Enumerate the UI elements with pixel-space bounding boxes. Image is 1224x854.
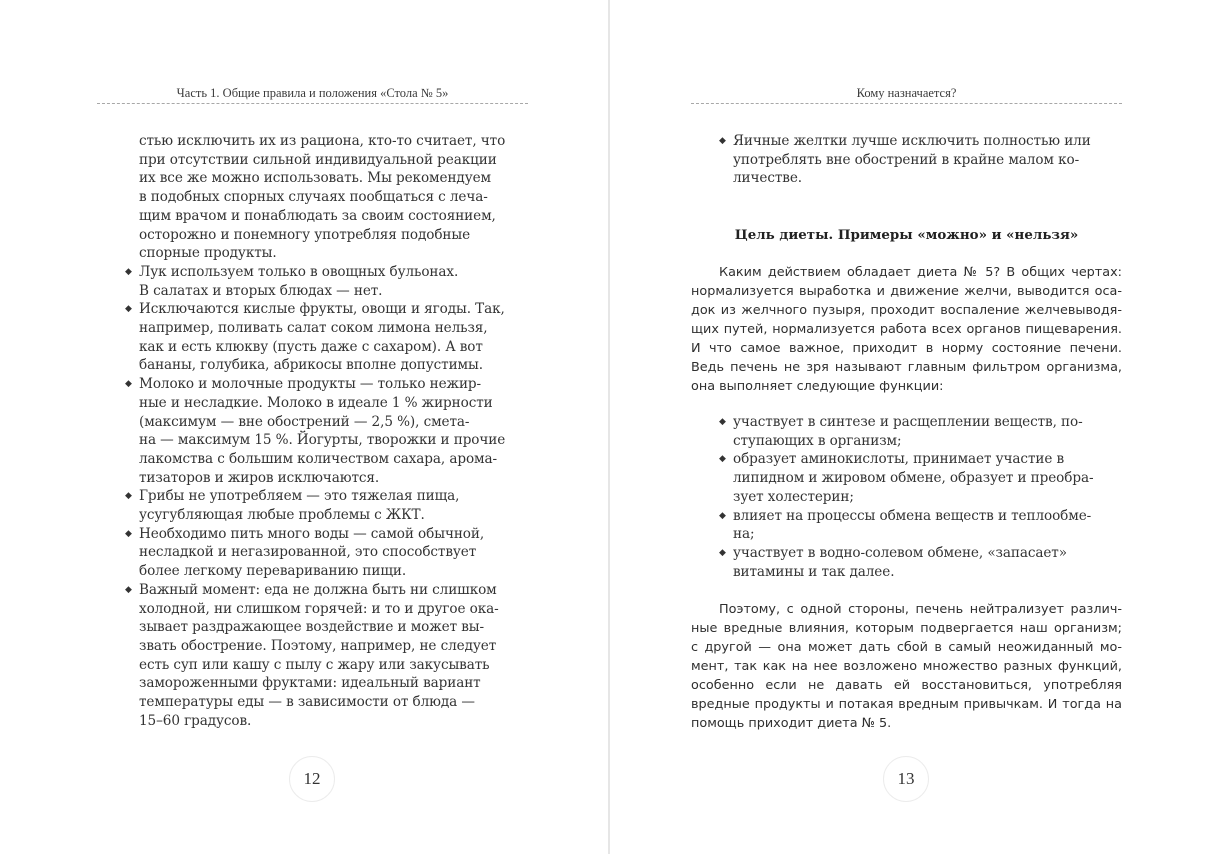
text-line: при отсутствии сильной индивидуальной реакции — [139, 151, 497, 168]
running-head-left: Часть 1. Общие правила и положения «Стола № 5» — [176, 86, 449, 100]
running-head-right: Кому назначается? — [856, 86, 957, 100]
text-line: ступающих в организм; — [733, 432, 902, 449]
diamond-bullet-icon: ◆ — [719, 547, 726, 558]
text-line: влияет на процессы обмена веществ и теплообме- — [733, 507, 1092, 524]
diamond-bullet-icon: ◆ — [719, 454, 726, 465]
diamond-bullet-icon: ◆ — [125, 528, 132, 539]
text-line: она выполняет следующие функции: — [691, 379, 944, 394]
text-line: док из желчного пузыря, проходит воспаление желчевыводя- — [691, 303, 1122, 318]
diamond-bullet-icon: ◆ — [719, 136, 726, 146]
text-line: Важный момент: еда не должна быть ни слишком — [139, 581, 497, 598]
text-line: ные вредные влияния, которым подвергается наш организм; — [691, 621, 1122, 636]
text-line: щим врачом и понаблюдать за своим состоянием, — [139, 207, 496, 224]
list-item — [719, 450, 1125, 506]
text-line: помощь приходит диета № 5. — [691, 716, 892, 731]
text-line: на; — [733, 526, 755, 543]
page-number-left: 12 — [289, 756, 335, 802]
text-line: особенно если не давать ей восстановиться, употребляя — [691, 678, 1122, 693]
text-line: с другой — она может дать сбой в самый неожиданный мо- — [691, 640, 1122, 655]
text-line: есть суп или кашу с пылу с жару или закусывать — [139, 656, 490, 673]
text-line: употреблять вне обострений в крайне малом ко- — [733, 151, 1080, 168]
text-line: мент, так как на нее возложено множество разных функций, — [691, 659, 1122, 674]
diamond-bullet-icon: ◆ — [125, 491, 132, 502]
diamond-bullet-icon: ◆ — [125, 304, 132, 315]
text-line: Лук используем только в овощных бульонах. — [139, 263, 459, 280]
text-line: зывает раздражающее воздействие и может вы- — [139, 619, 485, 636]
text-line: бананы, голубика, абрикосы вполне допустимы. — [139, 357, 483, 374]
text-line: участвует в синтезе и расщеплении веществ, по- — [733, 414, 1083, 430]
text-line: витамины и так далее. — [733, 563, 895, 580]
text-line: В салатах и вторых блюдах — нет. — [139, 282, 383, 299]
top-bullet-block — [719, 132, 1125, 188]
text-line: как и есть клюкву (пусть даже с сахаром). А вот — [139, 338, 483, 355]
text-line: их все же можно использовать. Мы рекомендуем — [139, 170, 492, 187]
text-line: (максимум — вне обострений — 2,5 %), смета- — [139, 413, 470, 430]
text-line: личестве. — [733, 170, 802, 187]
text-line: звать обострение. Поэтому, например, не следует — [139, 637, 497, 654]
text-line: ные и несладкие. Молоко в идеале 1 % жирности — [139, 394, 493, 411]
text-line: Необходимо пить много воды — самой обычной, — [139, 525, 485, 542]
text-line: холодной, ни слишком горячей: и то и другое ока- — [139, 600, 499, 617]
text-line: Ведь печень не зря называют главным фильтром организма, — [691, 360, 1122, 375]
text-line: усугубляющая любые проблемы с ЖКТ. — [139, 507, 425, 524]
diamond-bullet-icon: ◆ — [125, 379, 132, 390]
text-line: спорные продукты. — [139, 245, 277, 262]
diamond-bullet-icon: ◆ — [125, 584, 132, 595]
diamond-bullet-icon: ◆ — [125, 266, 132, 277]
list-item — [719, 544, 1125, 581]
section-heading: Цель диеты. Примеры «можно» и «нельзя» — [734, 227, 1079, 243]
text-line: более легкому перевариванию пищи. — [139, 563, 407, 580]
text-line: осторожно и понемногу употребляя подобные — [139, 226, 471, 243]
text-line: например, поливать салат соком лимона нельзя, — [139, 320, 488, 337]
text-line: замороженными фруктами: идеальный вариант — [139, 675, 481, 692]
diamond-bullet-icon: ◆ — [719, 510, 726, 521]
text-line: вредные продукты и потакая вредным привычкам. И тогда на — [691, 697, 1122, 712]
list-item — [719, 507, 1125, 544]
text-line: лакомства с большим количеством сахара, арома- — [139, 450, 498, 467]
text-line: Поэтому, с одной стороны, печень нейтрализует различ- — [719, 602, 1122, 617]
text-line: на — максимум 15 %. Йогурты, творожки и прочие — [139, 432, 506, 449]
page-number-right: 13 — [883, 756, 929, 802]
text-line: Яичные желтки лучше исключить полностью или — [733, 133, 1091, 149]
text-line: 15–60 градусов. — [139, 712, 252, 729]
text-line: И что самое важное, приходит в норму состояние печени. — [691, 341, 1122, 356]
text-line: участвует в водно-солевом обмене, «запасает» — [733, 544, 1067, 561]
paragraph-1 — [691, 263, 1122, 396]
text-line: щих путей, нормализуется работа всех органов пищеварения. — [691, 322, 1122, 337]
paragraph-2 — [691, 600, 1122, 733]
text-line: Грибы не употребляем — это тяжелая пища, — [139, 488, 460, 505]
text-line: стью исключить их из рациона, кто-то считает, что — [139, 133, 506, 149]
text-line: тизаторов и жиров исключаются. — [139, 469, 380, 486]
text-line: несладкой и негазированной, это способствует — [139, 544, 477, 561]
text-line: в подобных спорных случаях пообщаться с леча- — [139, 189, 488, 206]
text-line: нормализуется выработка и движение желчи, выводится оса- — [691, 284, 1122, 299]
text-line: зует холестерин; — [733, 488, 854, 505]
text-line: липидном и жировом обмене, образует и преобра- — [733, 470, 1094, 487]
liver-functions-list — [719, 413, 1125, 581]
header-rule-right — [691, 103, 1122, 104]
text-line: Молоко и молочные продукты — только нежир- — [139, 376, 482, 393]
text-line: Исключаются кислые фрукты, овощи и ягоды. Так, — [139, 301, 505, 318]
list-item — [719, 413, 1125, 450]
list-item — [719, 132, 1125, 188]
text-line: температуры еды — в зависимости от блюда — — [139, 694, 475, 711]
text-line: Каким действием обладает диета № 5? В общих чертах: — [719, 265, 1122, 280]
diamond-bullet-icon: ◆ — [719, 417, 726, 427]
text-line: образует аминокислоты, принимает участие в — [733, 451, 1065, 468]
